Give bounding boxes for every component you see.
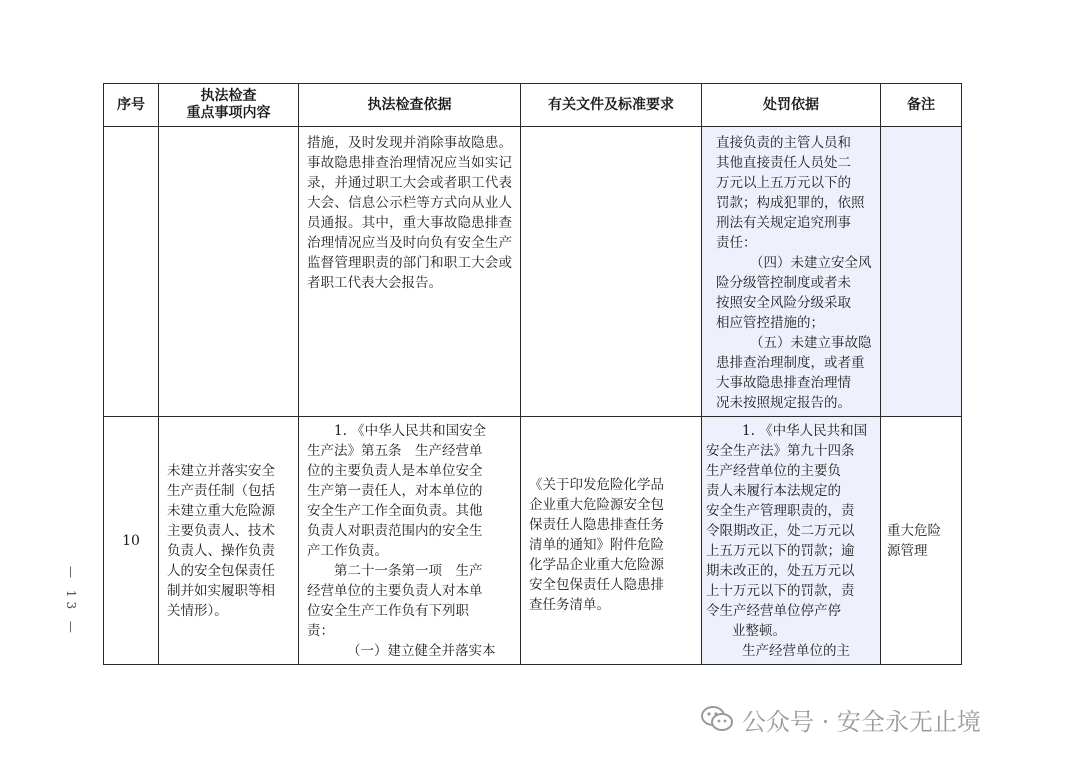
table-row: [104, 417, 962, 665]
header-no: 序号: [104, 84, 159, 127]
header-penalty: 处罚依据: [702, 84, 881, 127]
row1-no: [104, 127, 159, 417]
row2-docs-text: 《关于印发危险化学品 企业重大危险源安全包 保责任人隐患排查任务 清单的通知》附件危险 化学品企业重大危险源 安全包保责任人隐患排 查任务清单。: [529, 477, 664, 613]
enforcement-table: [103, 83, 962, 665]
row1-note: [881, 127, 962, 417]
row2-item-text: 未建立并落实安全 生产责任制（包括 未建立重大危险源 主要负责人、技术 负责人、操作负责 人的安全包保责任 制并如实履职等相 关情形）。: [167, 462, 275, 619]
row1-penalty-text: 直接负责的主管人员和 其他直接责任人员处二 万元以上五万元以下的 罚款；构成犯罪的，依照 刑法有关规定追究刑事 责任： （四）未建立安全风 险分级管控制度或者未 按照安全风险分级采取 相应管控措施的； （五）未建立事故隐 患排查治理制度，或者重 大事故隐患排查治理情 况未按照规定报告的。: [716, 135, 872, 411]
row2-basis: [299, 417, 521, 665]
wechat-icon: [700, 705, 734, 733]
row2-penalty-text: 1. 《中华人民共和国 安全生产法》第九十四条 生产经营单位的主要负 责人未履行本法规定的 安全生产管理职责的，责 令限期改正，处二万元以 上五万元以下的罚款；逾 期未改正的，处五万元以 上十万元以下的罚款，责 令生产经营单位停产停 业整顿。 生产经营单位的主: [706, 423, 868, 659]
row2-no: 10: [104, 417, 159, 665]
row2-penalty: [702, 417, 881, 665]
row1-basis: [299, 127, 521, 417]
header-basis: 执法检查依据: [299, 84, 521, 127]
row2-basis-text: 1. 《中华人民共和国安全 生产法》第五条 生产经营单 位的主要负责人是本单位安全 生产第一责任人，对本单位的 安全生产工作全面负责。其他 负责人对职责范围内的安全生 产工作负责。 第二十一条第一项 生产 经营单位的主要负责人对本单 位安全生产工作负有下列职 责： （一）建立健全并落实本: [307, 423, 496, 659]
table-row: [104, 127, 962, 417]
row1-basis-text: 措施，及时发现并消除事故隐患。事故隐患排查治理情况应当如实记录，并通过职工大会或者职工代表大会、信息公示栏等方式向从业人员通报。其中，重大事故隐患排查治理情况应当及时向负有安全生产监督管理职责的部门和职工大会或者职工代表大会报告。: [307, 135, 512, 291]
row2-note: [881, 417, 962, 665]
row2-docs: [521, 417, 702, 665]
watermark-text: 公众号 · 安全永无止境: [742, 707, 981, 736]
header-item: 执法检查 重点事项内容: [159, 84, 299, 127]
row2-item: [159, 417, 299, 665]
watermark: [700, 702, 981, 736]
row1-penalty: [702, 127, 881, 417]
header-docs: 有关文件及标准要求: [521, 84, 702, 127]
row1-docs: [521, 127, 702, 417]
row2-note-text: 重大危险 源管理: [887, 522, 941, 559]
header-row: [104, 84, 962, 127]
page-number: — 13 —: [64, 566, 78, 637]
header-note: 备注: [881, 84, 962, 127]
row1-item: [159, 127, 299, 417]
